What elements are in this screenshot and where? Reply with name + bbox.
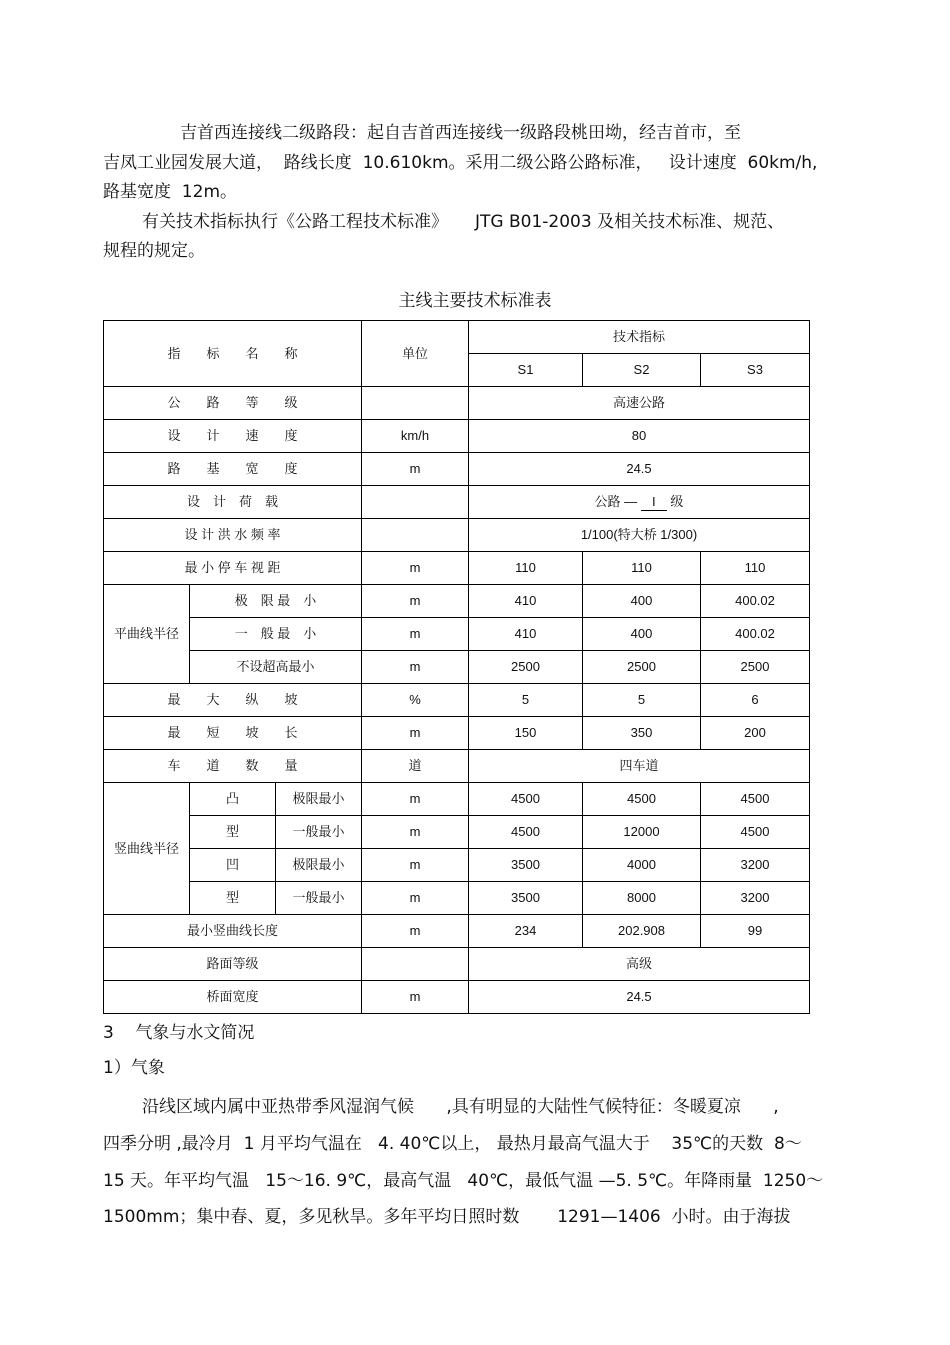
intro-line-5: 规程的规定。 bbox=[103, 241, 205, 261]
row-name: 设 计 荷 载 bbox=[104, 486, 362, 519]
row-s2: 5 bbox=[583, 684, 701, 717]
climate-line-1: 沿线区域内属中亚热带季风湿润气候 ,具有明显的大陆性气候特征：冬暖夏凉 , bbox=[142, 1097, 779, 1117]
row-name: 极 限 最 小 bbox=[190, 585, 362, 618]
climate-line-4: 1500mm；集中春、夏，多见秋旱。多年平均日照时数 1291—1406 小时。由于海拔 bbox=[103, 1207, 791, 1227]
table-row bbox=[104, 618, 810, 651]
row-value bbox=[469, 486, 810, 519]
table-row bbox=[104, 783, 810, 816]
row-name: 最 小 停 车 视 距 bbox=[104, 552, 362, 585]
table-row bbox=[104, 915, 810, 948]
row-s2: 8000 bbox=[583, 882, 701, 915]
row-value: 24.5 bbox=[469, 981, 810, 1014]
row-s3: 99 bbox=[701, 915, 810, 948]
row-value: 高级 bbox=[469, 948, 810, 981]
row-unit: m bbox=[362, 585, 469, 618]
table-row bbox=[104, 486, 810, 519]
row-s3: 2500 bbox=[701, 651, 810, 684]
row-unit: km/h bbox=[362, 420, 469, 453]
row-s1: 410 bbox=[469, 585, 583, 618]
row-s1: 5 bbox=[469, 684, 583, 717]
row-s3: 4500 bbox=[701, 816, 810, 849]
table-title: 主线主要技术标准表 bbox=[398, 291, 552, 311]
intro-line-4: 有关技术指标执行《公路工程技术标准》 JTG B01-2003 及相关技术标准、规范、 bbox=[142, 212, 785, 232]
row-unit: m bbox=[362, 915, 469, 948]
row-s1: 4500 bbox=[469, 783, 583, 816]
table-row bbox=[104, 948, 810, 981]
row-unit: m bbox=[362, 981, 469, 1014]
table-row bbox=[104, 816, 810, 849]
header-tech: 技术指标 bbox=[469, 321, 810, 354]
row-s2: 202.908 bbox=[583, 915, 701, 948]
row-unit: m bbox=[362, 816, 469, 849]
row-s3: 3200 bbox=[701, 849, 810, 882]
row-unit bbox=[362, 486, 469, 519]
row-s2: 110 bbox=[583, 552, 701, 585]
row-s2: 400 bbox=[583, 585, 701, 618]
row-s1: 3500 bbox=[469, 882, 583, 915]
row-s2: 4500 bbox=[583, 783, 701, 816]
row-unit: m bbox=[362, 717, 469, 750]
row-unit: m bbox=[362, 552, 469, 585]
row-value: 24.5 bbox=[469, 453, 810, 486]
row-s2: 4000 bbox=[583, 849, 701, 882]
row-s1: 110 bbox=[469, 552, 583, 585]
row-unit bbox=[362, 519, 469, 552]
row-name: 桥面宽度 bbox=[104, 981, 362, 1014]
table-row bbox=[104, 519, 810, 552]
row-name: 最小竖曲线长度 bbox=[104, 915, 362, 948]
row-name: 一般最小 bbox=[276, 816, 362, 849]
row-s2: 350 bbox=[583, 717, 701, 750]
header-s2: S2 bbox=[583, 354, 701, 387]
row-name: 路面等级 bbox=[104, 948, 362, 981]
row-name: 一 般 最 小 bbox=[190, 618, 362, 651]
row-s3: 200 bbox=[701, 717, 810, 750]
concave-label-a: 凹 bbox=[190, 849, 276, 882]
intro-line-1: 吉首西连接线二级路段：起自吉首西连接线一级路段桃田坳，经吉首市，至 bbox=[180, 123, 741, 143]
row-s1: 2500 bbox=[469, 651, 583, 684]
row-name: 不设超高最小 bbox=[190, 651, 362, 684]
table-row bbox=[104, 453, 810, 486]
row-s3: 4500 bbox=[701, 783, 810, 816]
row-name: 最 大 纵 坡 bbox=[104, 684, 362, 717]
standards-table bbox=[103, 320, 810, 1014]
row-s2: 400 bbox=[583, 618, 701, 651]
table-row bbox=[104, 651, 810, 684]
row-name: 公 路 等 级 bbox=[104, 387, 362, 420]
convex-label-b: 型 bbox=[190, 816, 276, 849]
header-s3: S3 bbox=[701, 354, 810, 387]
row-s3: 3200 bbox=[701, 882, 810, 915]
table-row bbox=[104, 387, 810, 420]
row-name: 最 短 坡 长 bbox=[104, 717, 362, 750]
row-unit bbox=[362, 387, 469, 420]
row-s2: 2500 bbox=[583, 651, 701, 684]
row-s3: 400.02 bbox=[701, 618, 810, 651]
row-name: 车 道 数 量 bbox=[104, 750, 362, 783]
table-row bbox=[104, 585, 810, 618]
row-value: 高速公路 bbox=[469, 387, 810, 420]
row-s1: 4500 bbox=[469, 816, 583, 849]
climate-line-2: 四季分明 ,最冷月 1 月平均气温在 4. 40℃以上， 最热月最高气温大于 35℃的天数 8～ bbox=[103, 1134, 802, 1154]
load-class: I bbox=[641, 494, 667, 511]
row-unit: m bbox=[362, 618, 469, 651]
row-s1: 150 bbox=[469, 717, 583, 750]
header-s1: S1 bbox=[469, 354, 583, 387]
row-s1: 234 bbox=[469, 915, 583, 948]
row-unit: m bbox=[362, 651, 469, 684]
row-unit: m bbox=[362, 882, 469, 915]
table-row bbox=[104, 750, 810, 783]
concave-label-b: 型 bbox=[190, 882, 276, 915]
row-name: 路 基 宽 度 bbox=[104, 453, 362, 486]
load-suffix: 级 bbox=[670, 493, 684, 509]
row-value: 80 bbox=[469, 420, 810, 453]
table-row bbox=[104, 684, 810, 717]
curve-group-label: 平曲线半径 bbox=[104, 585, 190, 684]
table-row bbox=[104, 420, 810, 453]
climate-line-3: 15 天。年平均气温 15～16. 9℃，最高气温 40℃，最低气温 —5. 5℃。年降雨量 1250～ bbox=[103, 1171, 824, 1191]
row-unit: m bbox=[362, 453, 469, 486]
load-prefix: 公路 — bbox=[594, 493, 638, 509]
row-name: 极限最小 bbox=[276, 849, 362, 882]
convex-label-a: 凸 bbox=[190, 783, 276, 816]
row-s1: 410 bbox=[469, 618, 583, 651]
row-unit: m bbox=[362, 849, 469, 882]
vert-group-label: 竖曲线半径 bbox=[104, 783, 190, 915]
row-unit: % bbox=[362, 684, 469, 717]
row-unit: m bbox=[362, 783, 469, 816]
row-name: 设 计 速 度 bbox=[104, 420, 362, 453]
row-s1: 3500 bbox=[469, 849, 583, 882]
table-row bbox=[104, 981, 810, 1014]
row-name: 一般最小 bbox=[276, 882, 362, 915]
intro-line-2: 吉凤工业园发展大道， 路线长度 10.610km。采用二级公路公路标准， 设计速度 60km/h, bbox=[103, 153, 818, 173]
row-s3: 400.02 bbox=[701, 585, 810, 618]
row-name: 设 计 洪 水 频 率 bbox=[104, 519, 362, 552]
header-unit: 单位 bbox=[362, 321, 469, 387]
row-unit bbox=[362, 948, 469, 981]
subsection-heading: 1）气象 bbox=[103, 1058, 165, 1078]
row-s3: 6 bbox=[701, 684, 810, 717]
intro-line-3: 路基宽度 12m。 bbox=[103, 182, 237, 202]
table-row bbox=[104, 552, 810, 585]
row-value: 四车道 bbox=[469, 750, 810, 783]
row-s3: 110 bbox=[701, 552, 810, 585]
table-row bbox=[104, 849, 810, 882]
row-unit: 道 bbox=[362, 750, 469, 783]
table-row bbox=[104, 882, 810, 915]
row-s2: 12000 bbox=[583, 816, 701, 849]
row-value: 1/100(特大桥 1/300) bbox=[469, 519, 810, 552]
row-name: 极限最小 bbox=[276, 783, 362, 816]
table-row bbox=[104, 717, 810, 750]
header-name: 指 标 名 称 bbox=[104, 321, 362, 387]
section-heading: 3 气象与水文简况 bbox=[103, 1023, 255, 1043]
